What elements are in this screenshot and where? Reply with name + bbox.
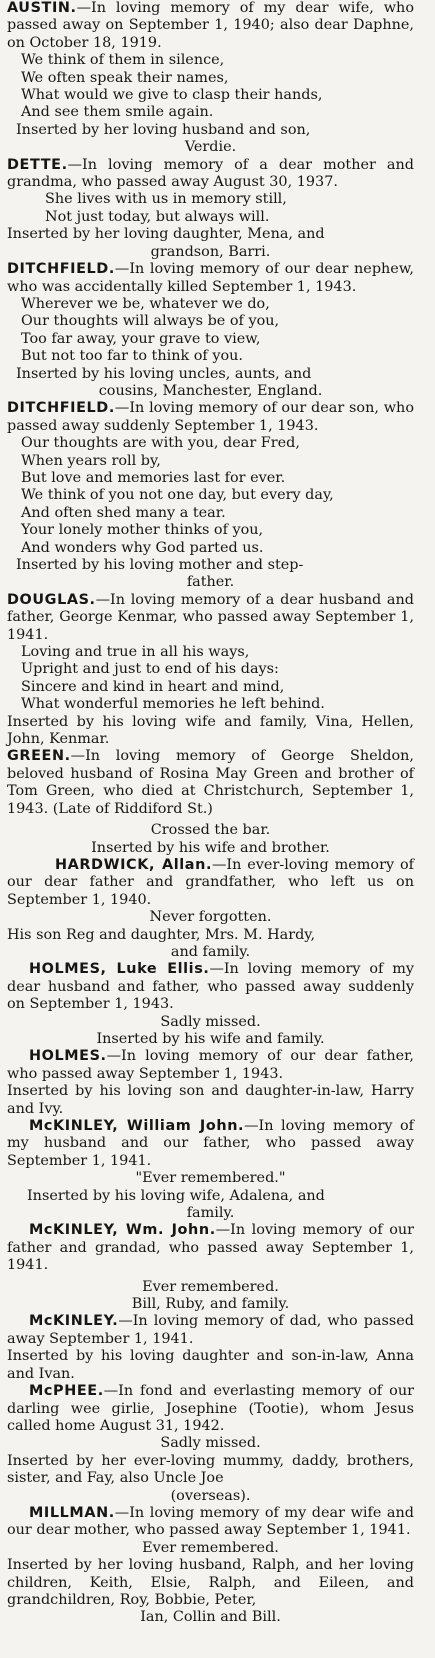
verse-line: Sincere and kind in heart and mind,: [21, 678, 285, 695]
notice-heading: [7, 1383, 414, 1435]
notice-mckinley-wm-john: [7, 1222, 414, 1313]
verse-line: And wonders why God parted us.: [21, 539, 264, 556]
verse: [7, 191, 414, 226]
verse-line: But not too far to think of you.: [21, 348, 243, 365]
notice-dette: [7, 157, 414, 261]
heading-text: —In loving memory of my husband and our father, who passed away September 1, 1941.: [7, 1118, 414, 1169]
verse-line: Loving and true in all his ways,: [21, 644, 250, 661]
surname: AUSTIN.: [7, 0, 77, 16]
verse-line: Sadly missed.: [160, 1435, 261, 1452]
verse-line: Our thoughts are with you, dear Fred,: [21, 435, 300, 452]
surname: MILLMAN.: [29, 1504, 115, 1521]
inserted-by: Inserted by her loving husband and son,: [16, 121, 311, 138]
inserted-by-continued: cousins, Manchester, England.: [98, 382, 323, 399]
notice-mckinley: [7, 1313, 414, 1383]
verse-line: Bill, Ruby, and family.: [131, 1296, 290, 1313]
verse-line: Sadly missed.: [160, 1013, 261, 1030]
verse-line: Our thoughts will always be of you,: [21, 313, 280, 330]
notice-mcphee: [7, 1383, 414, 1505]
verse: [7, 644, 414, 714]
verse: [7, 435, 414, 557]
surname: HARDWICK, Allan.: [55, 856, 213, 873]
inserted-by: Inserted by her loving daughter, Mena, and: [7, 226, 325, 243]
verse-line: And often shed many a tear.: [21, 504, 226, 521]
notice-heading: [7, 1222, 414, 1274]
heading-text: —In loving memory of our father and grandad, who passed away September 1, 1941.: [7, 1222, 415, 1274]
inserted-by-continued: Ian, Collin and Bill.: [140, 1609, 281, 1626]
verse-line: What would we give to clasp their hands,: [21, 87, 323, 104]
heading-text: —In loving memory of our dear father, who passed away September 1, 1943.: [7, 1048, 414, 1082]
heading-text: —In loving memory of my dear wife, who passed away on September 1, 1940; also dear Daphne, on October 18, 1919.: [7, 0, 414, 51]
surname: DITCHFIELD.: [7, 400, 115, 417]
heading-text: —In loving memory of a dear husband and father, George Kenmar, who passed away September 1, 1941.: [7, 591, 414, 643]
verse-line: She lives with us in memory still,: [45, 191, 287, 208]
verse-line: Too far away, your grave to view,: [21, 330, 261, 347]
verse-line: Never forgotten.: [149, 909, 272, 926]
verse-line: And see them smile again.: [21, 104, 214, 121]
inserted-by: Inserted by his wife and brother.: [91, 839, 330, 856]
verse-line: Your lonely mother thinks of you,: [21, 522, 264, 539]
notice-heading: [7, 961, 414, 1013]
heading-text: —In loving memory of George Sheldon, beloved husband of Rosina May Green and brother of Tom Green, who died at Christchurch, September 1, 1943. (Late of Riddiford St.): [7, 748, 414, 817]
notice-heading: [7, 400, 414, 435]
heading-text: —In loving memory of a dear mother and grandma, who passed away August 30, 1937.: [7, 156, 414, 191]
surname: GREEN.: [7, 748, 71, 765]
notice-heading: [7, 261, 414, 296]
heading-text: —In loving memory of our dear son, who passed away suddenly September 1, 1943.: [7, 400, 414, 434]
notice-millman: [7, 1505, 414, 1627]
inserted-by: Inserted by his loving uncles, aunts, and: [16, 365, 312, 382]
notice-heading: [7, 1313, 414, 1348]
notice-heading: [7, 157, 414, 192]
verse-line: Not just today, but always will.: [45, 208, 270, 225]
inserted-by: Inserted by his loving mother and step-: [16, 557, 304, 573]
verse-line: Wherever we be, whatever we do,: [21, 295, 270, 312]
verse-line: We think of them in silence,: [21, 52, 225, 69]
surname: HOLMES, Luke Ellis.: [29, 961, 210, 978]
notice-holmes-luke-ellis: [7, 961, 414, 1048]
heading-text: —In loving memory of my dear husband and father, who passed away suddenly on September 1, 1943.: [7, 961, 414, 1013]
verse-line: But love and memories last for ever.: [21, 469, 286, 486]
notice-heading: [7, 0, 414, 52]
verse-line: Upright and just to end of his days:: [21, 661, 279, 678]
notice-mckinley-william-john: [7, 1118, 414, 1222]
verse-line: When years roll by,: [21, 452, 161, 469]
inserted-by: Inserted by his loving wife and family, Vina, Hellen, John, Kenmar.: [7, 713, 414, 748]
inserted-by: Inserted by his wife and family.: [96, 1030, 325, 1047]
notice-heading: [7, 748, 414, 818]
notice-heading: [7, 857, 414, 909]
verse-line: "Ever remembered.": [135, 1170, 286, 1187]
inserted-by: Inserted by his loving daughter and son-in-law, Anna and Ivan.: [7, 1348, 414, 1382]
verse-line: Crossed the bar.: [150, 822, 271, 839]
verse-line: What wonderful memories he left behind.: [21, 696, 325, 713]
surname: McPHEE.: [29, 1383, 104, 1400]
notice-heading: [7, 1048, 414, 1083]
notice-heading: [7, 1505, 414, 1540]
heading-text: —In loving memory of dad, who passed away September 1, 1941.: [7, 1313, 414, 1347]
inserted-by: Inserted by her ever-loving mummy, daddy, brothers, sister, and Fay, also Uncle Joe: [7, 1452, 414, 1487]
heading-text: —In fond and everlasting memory of our darling wee girlie, Josephine (Tootie), whom Jesus called home August 31, 1942.: [7, 1383, 414, 1434]
heading-text: —In loving memory of my dear wife and our dear mother, who passed away September 1, 1941.: [7, 1504, 414, 1539]
inserted-by-continued: (overseas).: [170, 1487, 251, 1504]
notice-douglas: [7, 592, 414, 749]
notice-ditchfield-son: [7, 400, 414, 591]
notice-austin: [7, 0, 414, 157]
notice-heading: [7, 1118, 414, 1170]
verse-line: We think of you not one day, but every day,: [21, 487, 334, 504]
notice-heading: [7, 592, 414, 644]
inserted-by-continued: family.: [186, 1205, 235, 1222]
verse: [7, 296, 414, 366]
notice-green: [7, 748, 414, 856]
notice-ditchfield-nephew: [7, 261, 414, 400]
surname: McKINLEY.: [29, 1313, 119, 1330]
surname: McKINLEY, William John.: [29, 1118, 245, 1134]
heading-text: —In ever-loving memory of our dear father and grandfather, who left us on September 1, 1940.: [7, 856, 415, 908]
inserted-by-continued: father.: [186, 574, 235, 591]
inserted-by: Inserted by his loving son and daughter-in-law, Harry and Ivy.: [7, 1083, 414, 1117]
inserted-by: Inserted by her loving husband, Ralph, and her loving children, Keith, Elsie, Ralph, and Eileen, and grandchildren, Roy, Bobbie, Peter,: [7, 1557, 414, 1608]
surname: DITCHFIELD.: [7, 261, 115, 278]
verse-line: We often speak their names,: [21, 69, 229, 86]
surname: DOUGLAS.: [7, 591, 96, 608]
inserted-by: His son Reg and daughter, Mrs. M. Hardy,: [7, 926, 316, 943]
surname: HOLMES.: [29, 1048, 107, 1065]
inserted-by-continued: and family.: [170, 943, 251, 960]
verse: [7, 52, 414, 122]
verse-line: Ever remembered.: [142, 1539, 279, 1556]
inserted-by: Inserted by his loving wife, Adalena, and: [27, 1187, 325, 1204]
inserted-by-continued: grandson, Barri.: [150, 243, 271, 260]
surname: McKINLEY, Wm. John.: [29, 1222, 216, 1239]
notice-hardwick: [7, 857, 414, 961]
verse-line: Ever remembered.: [142, 1278, 279, 1295]
heading-text: —In loving memory of our dear nephew, who was accidentally killed September 1, 1943.: [7, 261, 414, 295]
surname: DETTE.: [7, 156, 68, 173]
inserted-by-continued: Verdie.: [184, 139, 237, 156]
notice-holmes: [7, 1048, 414, 1118]
